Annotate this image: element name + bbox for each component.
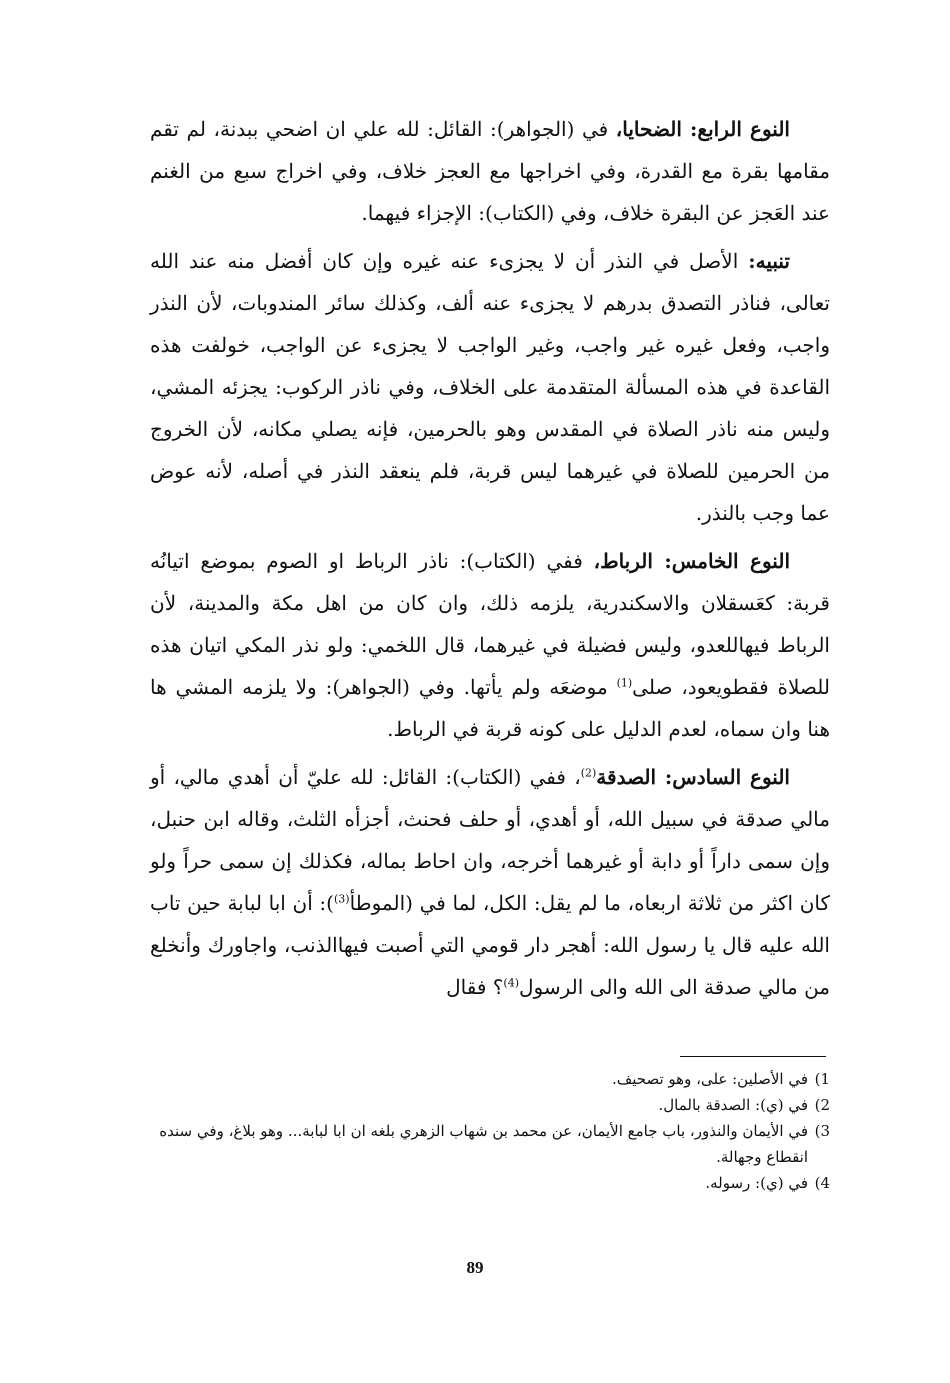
footnote-item — [140, 1066, 830, 1092]
paragraph-sadaqa — [150, 756, 830, 1008]
paragraph-text: ): أن ابا لبابة حين تاب الله عليه قال يا رسول الله: أهجر دار قومي التي أصبت فيهاالذنب، واجاورك وأنخلع من مالي صدقة الى الله والى الرسول — [150, 891, 830, 999]
section-heading: النوع السادس: الصدقة — [596, 765, 790, 789]
paragraph-text: ، ففي (الكتاب): القائل: لله عليّ أن أهدي مالي، أو مالي صدقة في سبيل الله، أو أهدي، أو حلف فحنث، أجزأه الثلث، وقاله ابن حنبل، وإن سمى داراً أو دابة أو غيرهما أخرجه، وان احاط بماله، فكذلك إن سمى حراً ولو كان اكثر من ثلاثة اربعاه، ما لم يقل: الكل، لما في (الموطأ — [150, 765, 830, 915]
footnote-item — [140, 1170, 830, 1196]
footnote-text: في (ي): رسوله. — [705, 1174, 808, 1192]
paragraph-udhiya — [150, 108, 830, 234]
page-number: 89 — [466, 1258, 484, 1277]
paragraph-text: ؟ فقال — [446, 975, 504, 999]
footnote-number: 4) — [814, 1174, 830, 1192]
footnote-divider — [680, 1056, 826, 1057]
footnote-item — [140, 1092, 830, 1118]
section-heading: النوع الخامس: الرباط، — [593, 549, 790, 573]
paragraph-tanbih — [150, 240, 830, 534]
footnote-ref[interactable]: (3) — [333, 892, 350, 906]
paragraph-text: في (الجواهر): القائل: لله علي ان اضحي ببدنة، لم تقم مقامها بقرة مع القدرة، وفي اخراجها مع العجز خلاف، وفي اخراج سبع من الغنم عند العَجز عن البقرة خلاف، وفي (الكتاب): الإجزاء فيهما. — [150, 117, 830, 225]
footnote-ref[interactable]: (4) — [503, 976, 519, 990]
footnote-number: 3) — [814, 1122, 830, 1140]
section-heading: النوع الرابع: الضحايا، — [615, 117, 790, 141]
footnote-text: في (ي): الصدقة بالمال. — [658, 1096, 808, 1114]
paragraph-text: موضعَه ولم يأتها. وفي (الجواهر): ولا يلزمه المشي ها هنا وان سماه، لعدم الدليل على كونه قربة في الرباط. — [150, 675, 830, 741]
paragraph-ribat — [150, 540, 830, 750]
section-heading: تنبيه: — [748, 249, 790, 273]
footnote-ref[interactable]: (1) — [616, 676, 633, 690]
main-text — [150, 108, 830, 1012]
footnote-number: 2) — [814, 1096, 830, 1114]
footnote-text: في الأصلين: على، وهو تصحيف. — [611, 1070, 808, 1088]
footnote-number: 1) — [814, 1070, 830, 1088]
paragraph-text: ففي (الكتاب): ناذر الرباط او الصوم بموضع اتيانُه قربة: كعَسقلان والاسكندرية، يلزمه ذلك، وان كان من اهل مكة والمدينة، لأن الرباط فيهاللعدو، وليس فضيلة في غيرهما، قال اللخمي: ولو نذر المكي اتيان هذه للصلاة فقطويعود، صلى — [150, 549, 830, 699]
footnote-item — [140, 1118, 830, 1170]
footnote-text: في الأيمان والنذور، باب جامع الأيمان، عن محمد بن شهاب الزهري بلغه ان ابا لبابة... وهو بلاغ، وفي سنده انقطاع وجهالة. — [159, 1122, 808, 1166]
paragraph-text: الأصل في النذر أن لا يجزىء عنه غيره وإن كان أفضل منه عند الله تعالى، فناذر التصدق بدرهم لا يجزىء عنه ألف، وكذلك سائر المندوبات، لأن النذر واجب، وفعل غيره غير واجب، وغير الواجب لا يجزىء عن الواجب، خولفت هذه القاعدة في هذه المسألة المتقدمة على الخلاف، وفي ناذر الركوب: يجزئه المشي، وليس منه ناذر الصلاة في المقدس وهو بالحرمين، فإنه يصلي مكانه، لأن الخروج من الحرمين للصلاة في غيرهما ليس قربة، فلم ينعقد النذر في أصله، لأنه عوض عما وجب بالنذر. — [150, 249, 830, 525]
footnote-ref[interactable]: (2) — [580, 766, 597, 780]
footnotes — [140, 1066, 830, 1196]
